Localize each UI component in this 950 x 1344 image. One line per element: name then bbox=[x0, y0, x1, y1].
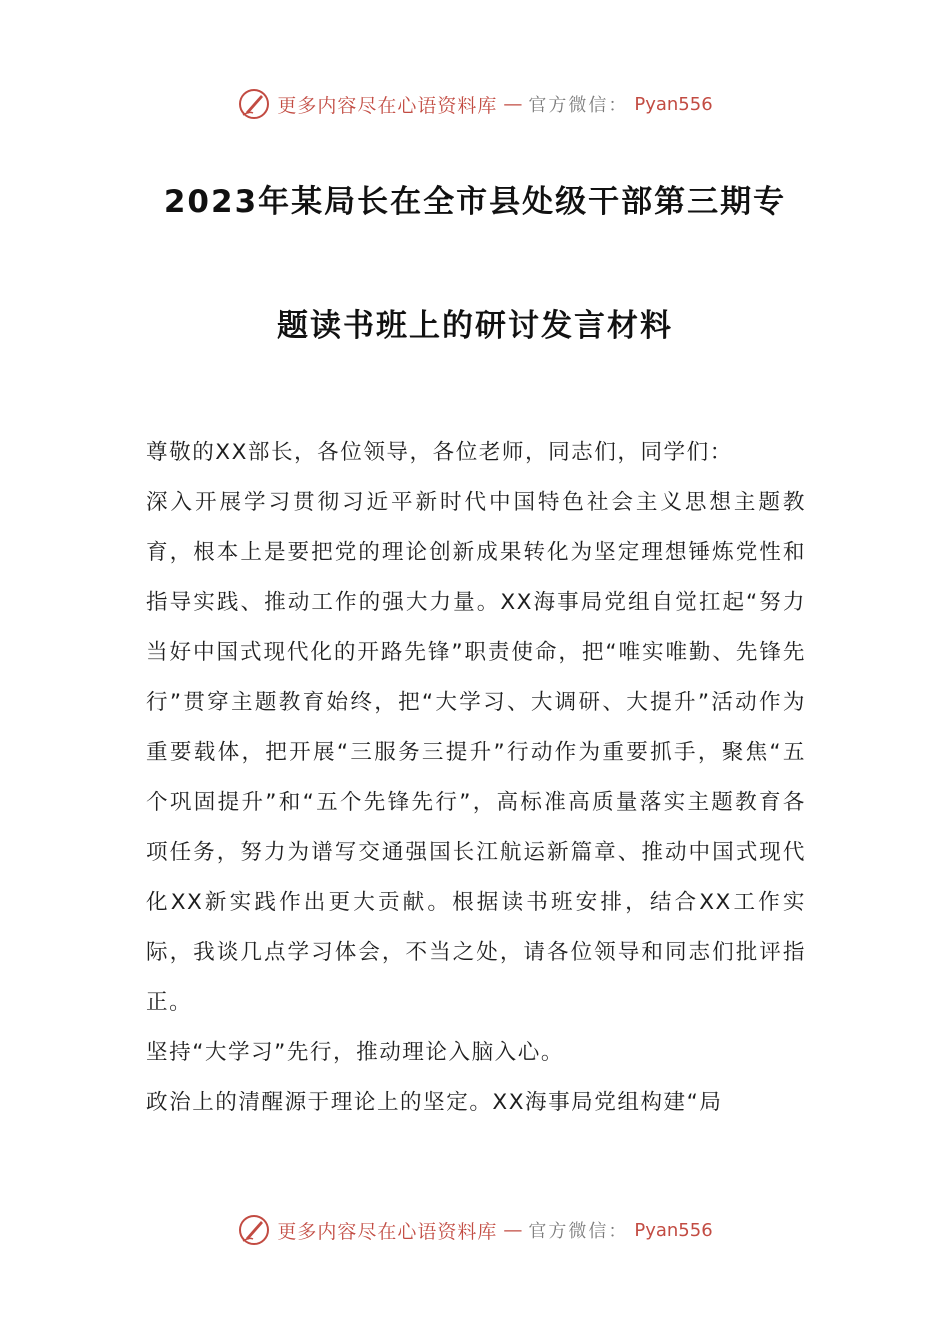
watermark-dash: — bbox=[503, 1219, 523, 1241]
quill-pen-logo-icon bbox=[237, 1213, 271, 1247]
section-heading: 坚持“大学习”先行，推动理论入脑入心。 bbox=[146, 1040, 564, 1065]
document-title-line-2: 题读书班上的研讨发言材料 bbox=[277, 308, 673, 344]
quill-pen-logo-icon bbox=[237, 87, 271, 121]
watermark-label: 官方微信： bbox=[528, 1221, 629, 1242]
watermark-id: Pyan556 bbox=[634, 93, 713, 115]
watermark-main-text: 更多内容尽在心语资料库 bbox=[277, 1220, 498, 1243]
salutation-paragraph: 尊敬的XX部长，各位领导，各位老师，同志们，同学们： bbox=[146, 440, 733, 465]
watermark-label: 官方微信： bbox=[528, 95, 629, 116]
watermark-id: Pyan556 bbox=[634, 1219, 713, 1241]
intro-paragraph: 深入开展学习贯彻习近平新时代中国特色社会主义思想主题教育，根本上是要把党的理论创新成果转化为坚定理想锤炼党性和指导实践、推动工作的强大力量。XX海事局党组自觉扛起“努力当好中国式现代化的开路先锋”职责使命，把“唯实唯勤、先锋先行”贯穿主题教育始终，把“大学习、大调研、大提升”活动作为重要载体，把开展“三服务三提升”行动作为重要抓手，聚焦“五个巩固提升”和“五个先锋先行”，高标准高质量落实主题教育各项任务，努力为谱写交通强国长江航运新篇章、推动中国式现代化XX新实践作出更大贡献。根据读书班安排，结合XX工作实际，我谈几点学习体会，不当之处，请各位领导和同志们批评指正。 bbox=[146, 490, 806, 1015]
header-watermark bbox=[0, 84, 950, 124]
watermark-main-text: 更多内容尽在心语资料库 bbox=[277, 94, 498, 117]
document-body bbox=[146, 428, 806, 1128]
footer-watermark bbox=[0, 1210, 950, 1250]
section-paragraph: 政治上的清醒源于理论上的坚定。XX海事局党组构建“局 bbox=[146, 1090, 723, 1115]
watermark-dash: — bbox=[503, 93, 523, 115]
document-title-line-1: 2023年某局长在全市县处级干部第三期专 bbox=[163, 184, 787, 220]
